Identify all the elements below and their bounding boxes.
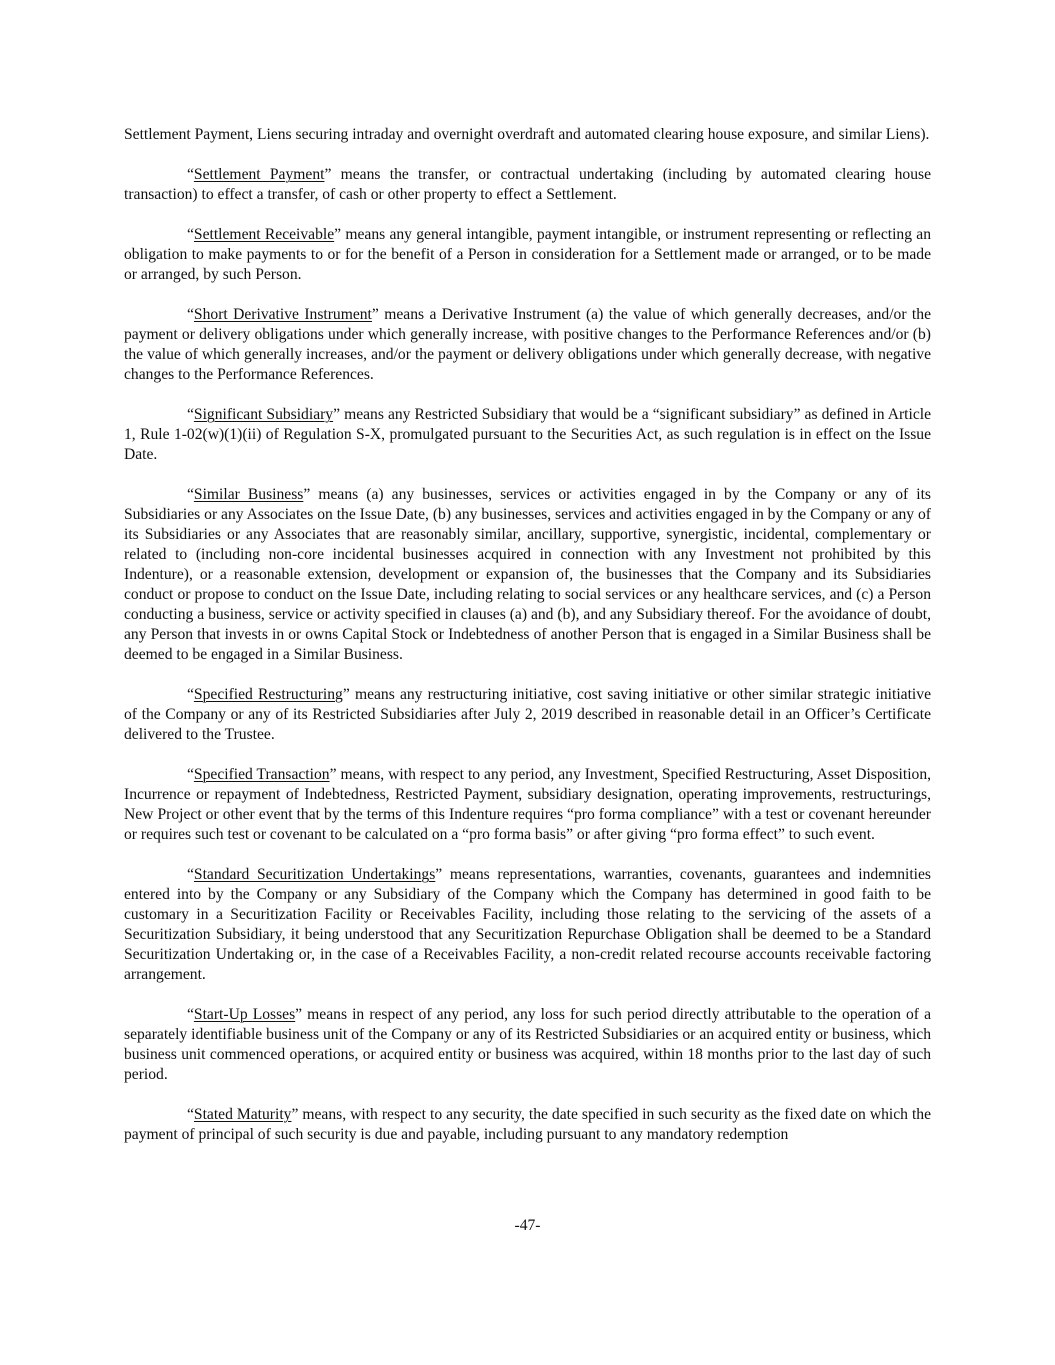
defined-term: Settlement Payment (193, 166, 325, 183)
definition-text: means representations, warranties, covenants, guarantees and indemnities entered into by the Company or any Subsidiary of the Company which the Company has determined in good faith to be customary in a Securitization Facility or Receivables Facility, including those relating to the servicing of the assets of a Securitization Subsidiary, it being understood that any Securitization Repurchase Obligation shall be deemed to be a Standard Securitization Undertaking or, in the case of a Receivables Facility, a non-credit related recourse accounts receivable factoring arrangement. (124, 866, 931, 983)
definition-text: means any Restricted Subsidiary that would be a “significant subsidiary” as defined in Article 1, Rule 1-02(w)(1)(ii) of Regulation S-X, promulgated pursuant to the Securities Act, as such regulation is in effect on the Issue Date. (124, 406, 931, 463)
definition-text: means any general intangible, payment intangible, or instrument representing or reflecting an obligation to make payments to or for the benefit of a Person in consideration for a Settlement made or arranged, or to be made or arranged, by such Person. (124, 226, 931, 283)
opening-paragraph: Settlement Payment, Liens securing intraday and overnight overdraft and automated clearing house exposure, and similar Liens). (124, 126, 930, 143)
defined-term: Significant Subsidiary (193, 406, 334, 423)
definition-start-up-losses: “Start-Up Losses” means in respect of any period, any loss for such period directly attributable to the operation of a separately identifiable business unit of the Company or any of its Restricted Subsidiaries or an acquired entity or business, which business unit commenced operations, or acquired entity or business was acquired, within 18 months prior to the last day of such period. (124, 1006, 931, 1083)
defined-term: Start-Up Losses (193, 1006, 296, 1023)
defined-term: Specified Restructuring (193, 686, 343, 703)
defined-term: Stated Maturity (193, 1106, 292, 1123)
definition-text: means any restructuring initiative, cost saving initiative or other similar strategic initiative of the Company or any of its Restricted Subsidiaries after July 2, 2019 described in reasonable detail in an Officer’s Certificate delivered to the Trustee. (124, 686, 931, 743)
definition-text: means a Derivative Instrument (a) the value of which generally decreases, and/or the payment or delivery obligations under which generally increase, with positive changes to the Performance References and/or (b) the value of which generally increases, and/or the payment or delivery obligations under which generally decrease, with negative changes to the Performance References. (124, 306, 931, 383)
definition-standard-securitization-undertakings: “Standard Securitization Undertakings” means representations, warranties, covenants, guarantees and indemnities entered into by the Company or any Subsidiary of the Company which the Company has determined in good faith to be customary in a Securitization Facility or Receivables Facility, including those relating to the servicing of the assets of a Securitization Subsidiary, it being understood that any Securitization Repurchase Obligation shall be deemed to be a Standard Securitization Undertaking or, in the case of a Receivables Facility, a non-credit related recourse accounts receivable factoring arrangement. (124, 866, 931, 983)
defined-term: Similar Business (193, 486, 304, 503)
definition-short-derivative-instrument: “Short Derivative Instrument” means a Derivative Instrument (a) the value of which generally decreases, and/or the payment or delivery obligations under which generally increase, with positive changes to the Performance References and/or (b) the value of which generally increases, and/or the payment or delivery obligations under which generally decrease, with negative changes to the Performance References. (124, 306, 931, 383)
definition-text: means in respect of any period, any loss for such period directly attributable to the operation of a separately identifiable business unit of the Company or any of its Restricted Subsidiaries or an acquired entity or business, which business unit commenced operations, or acquired entity or business was acquired, within 18 months prior to the last day of such period. (124, 1006, 931, 1083)
definition-settlement-receivable: “Settlement Receivable” means any general intangible, payment intangible, or instrument representing or reflecting an obligation to make payments to or for the benefit of a Person in consideration for a Settlement made or arranged, or to be made or arranged, by such Person. (124, 226, 931, 283)
document-body (124, 125, 931, 1165)
definition-text: means the transfer, or contractual undertaking (including by automated clearing house transaction) to effect a transfer, of cash or other property to effect a Settlement. (124, 166, 931, 203)
defined-term: Settlement Receivable (193, 226, 335, 243)
definition-stated-maturity: “Stated Maturity” means, with respect to any security, the date specified in such security as the fixed date on which the payment of principal of such security is due and payable, including pursuant to any mandatory redemption (124, 1106, 931, 1143)
definition-settlement-payment: “Settlement Payment” means the transfer, or contractual undertaking (including by automated clearing house transaction) to effect a transfer, of cash or other property to effect a Settlement. (124, 166, 931, 203)
defined-term: Short Derivative Instrument (193, 306, 372, 323)
definition-text: means, with respect to any security, the date specified in such security as the fixed date on which the payment of principal of such security is due and payable, including pursuant to any mandatory redemption (124, 1106, 931, 1143)
definition-text: means (a) any businesses, services or activities engaged in by the Company or any of its Subsidiaries or any Associates on the Issue Date, (b) any businesses, services and activities engaged in by the Company or any of its Subsidiaries or any Associates that are reasonably similar, ancillary, supportive, synergistic, incidental, complementary or related to (including non-core incidental businesses acquired in connection with any Investment not prohibited by this Indenture), or a reasonable extension, development or expansion of, the businesses that the Company and its Subsidiaries conduct or propose to conduct on the Issue Date, including relating to social services or any healthcare services, and (c) a Person conducting a business, service or activity specified in clauses (a) and (b), and any Subsidiary thereof. For the avoidance of doubt, any Person that invests in or owns Capital Stock or Indebtedness of another Person that is engaged in a Similar Business shall be deemed to be engaged in a Similar Business. (124, 486, 932, 663)
definition-similar-business: “Similar Business” means (a) any businesses, services or activities engaged in by the Company or any of its Subsidiaries or any Associates on the Issue Date, (b) any businesses, services and activities engaged in by the Company or any of its Subsidiaries or any Associates that are reasonably similar, ancillary, supportive, synergistic, incidental, complementary or related to (including non-core incidental businesses acquired in connection with any Investment not prohibited by this Indenture), or a reasonable extension, development or expansion of, the businesses that the Company and its Subsidiaries conduct or propose to conduct on the Issue Date, including relating to social services or any healthcare services, and (c) a Person conducting a business, service or activity specified in clauses (a) and (b), and any Subsidiary thereof. For the avoidance of doubt, any Person that invests in or owns Capital Stock or Indebtedness of another Person that is engaged in a Similar Business shall be deemed to be engaged in a Similar Business. (124, 486, 932, 663)
definition-text: means, with respect to any period, any Investment, Specified Restructuring, Asset Disposition, Incurrence or repayment of Indebtedness, Restricted Payment, subsidiary designation, operating improvements, restructurings, New Project or other event that by the terms of this Indenture requires “pro forma compliance” with a test or covenant hereunder or requires such test or covenant to be calculated on a “pro forma basis” or after giving “pro forma effect” to such event. (124, 766, 932, 843)
defined-term: Specified Transaction (193, 766, 330, 783)
page-number: -47- (514, 1217, 541, 1234)
definition-specified-restructuring: “Specified Restructuring” means any restructuring initiative, cost saving initiative or other similar strategic initiative of the Company or any of its Restricted Subsidiaries after July 2, 2019 described in reasonable detail in an Officer’s Certificate delivered to the Trustee. (124, 686, 931, 743)
definition-specified-transaction: “Specified Transaction” means, with respect to any period, any Investment, Specified Restructuring, Asset Disposition, Incurrence or repayment of Indebtedness, Restricted Payment, subsidiary designation, operating improvements, restructurings, New Project or other event that by the terms of this Indenture requires “pro forma compliance” with a test or covenant hereunder or requires such test or covenant to be calculated on a “pro forma basis” or after giving “pro forma effect” to such event. (124, 766, 932, 843)
definition-significant-subsidiary: “Significant Subsidiary” means any Restricted Subsidiary that would be a “significant subsidiary” as defined in Article 1, Rule 1-02(w)(1)(ii) of Regulation S-X, promulgated pursuant to the Securities Act, as such regulation is in effect on the Issue Date. (124, 406, 931, 463)
defined-term: Standard Securitization Undertakings (193, 866, 436, 883)
